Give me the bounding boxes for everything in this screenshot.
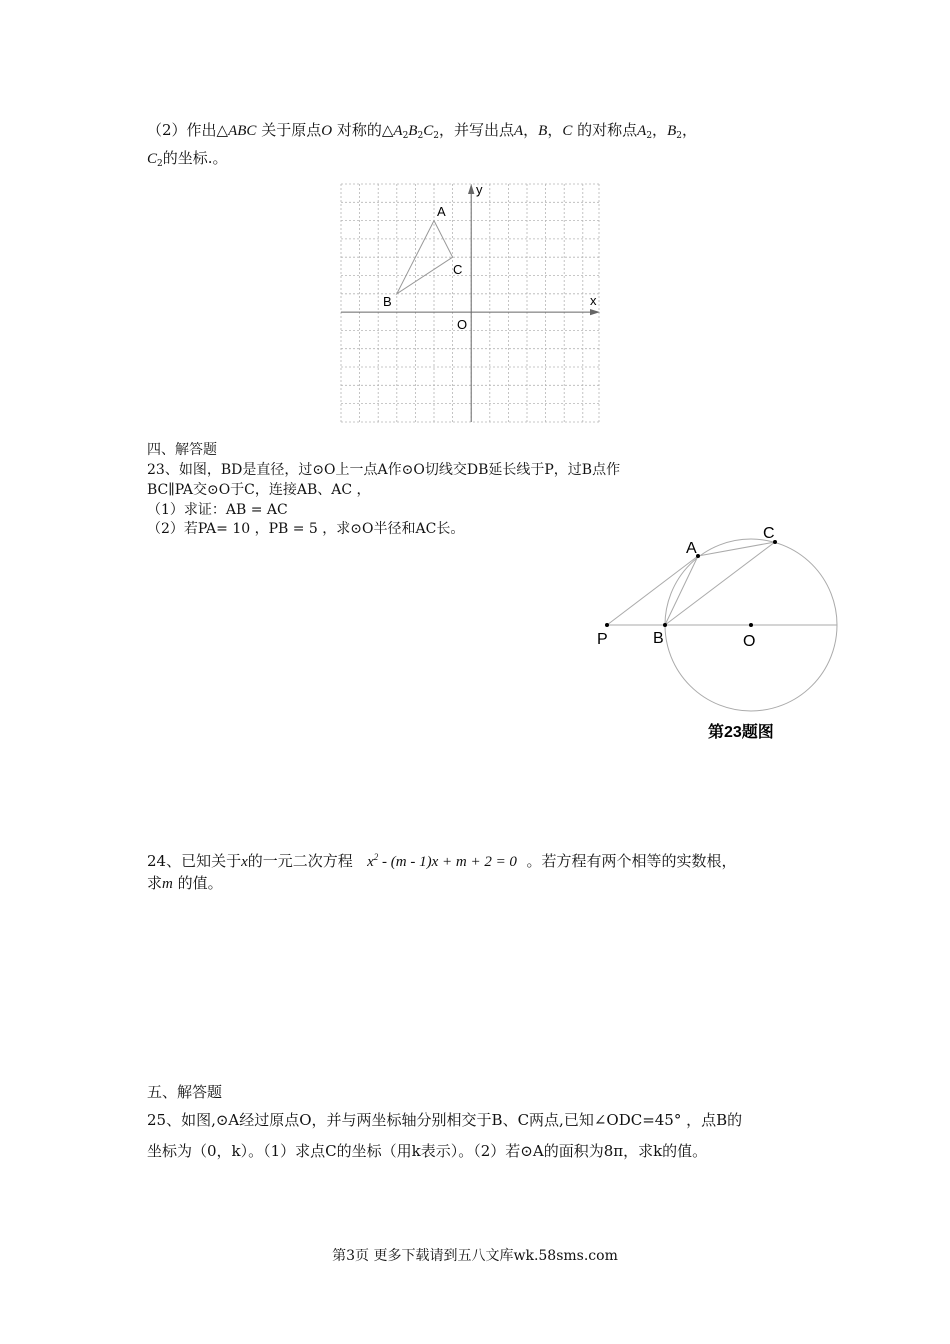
q25-line2: 坐标为（0，k）。（1）求点C的坐标（用k表示）。（2）若⊙A的面积为8π，求k的值。 <box>147 1142 708 1160</box>
chord-ac <box>698 542 775 556</box>
figure-caption: 第23题图 <box>708 724 774 741</box>
point-c-label: C <box>453 262 463 277</box>
q25-line1: 25、如图,⊙A经过原点O，并与两坐标轴分别相交于B、C两点,已知∠ODC=45° ，点B的 <box>147 1111 743 1129</box>
point-b-label: B <box>383 294 392 309</box>
label-p: P <box>597 631 608 648</box>
q22-part2-line2: $C_2$的坐标.。 <box>147 149 228 169</box>
y-axis-arrow <box>468 184 474 194</box>
chord-bc <box>665 542 775 625</box>
q23-line1: 23、如图，BD是直径，过⊙O上一点A作⊙O切线交DB延长线于P，过B点作 <box>147 462 621 478</box>
point-o <box>749 623 753 627</box>
q23-circle-figure <box>590 515 845 755</box>
q22-part2-line1: （2）作出△ABC 关于原点O 对称的$\triangle A_2B_2C_2$，并写出点A，B，C 的对称点$A_2$，$B_2$， <box>147 121 697 141</box>
label-c: C <box>763 525 775 542</box>
coordinate-grid-figure <box>340 182 602 424</box>
point-a-label: A <box>437 204 446 219</box>
x-axis-arrow <box>590 309 600 315</box>
point-b <box>663 623 667 627</box>
x-axis-label: x <box>590 293 597 308</box>
point-p <box>605 623 609 627</box>
label-o: O <box>743 633 756 650</box>
origin-label: O <box>457 317 468 332</box>
label-a: A <box>686 540 697 557</box>
q23-line3: （1）求证：AB = AC <box>147 502 288 518</box>
section5-title: 五、解答题 <box>147 1083 223 1101</box>
page-footer: 第3页 更多下载请到五八文库wk.58sms.com <box>332 1248 618 1264</box>
q24-line1: 24、已知关于x的一元二次方程 $x^2 - (m - 1)x + m + 2 = 0$ 。若方程有两个相等的实数根， <box>147 852 737 870</box>
q23-line2: BC∥PA交⊙O于C，连接AB、AC ， <box>147 482 371 498</box>
y-axis-label: y <box>476 182 483 197</box>
section4-title: 四、解答题 <box>147 442 217 458</box>
chord-ab <box>665 556 698 625</box>
grid-lines <box>341 184 599 422</box>
q24-equation: $x^2 - (m - 1)x + m + 2 = 0$ <box>367 852 517 870</box>
label-b: B <box>653 630 664 647</box>
q24-line2: 求m 的值。 <box>147 874 223 892</box>
q23-line4: （2）若PA= 10 ，PB = 5 ，求⊙O半径和AC长。 <box>147 521 465 537</box>
tangent-pa <box>607 556 698 625</box>
